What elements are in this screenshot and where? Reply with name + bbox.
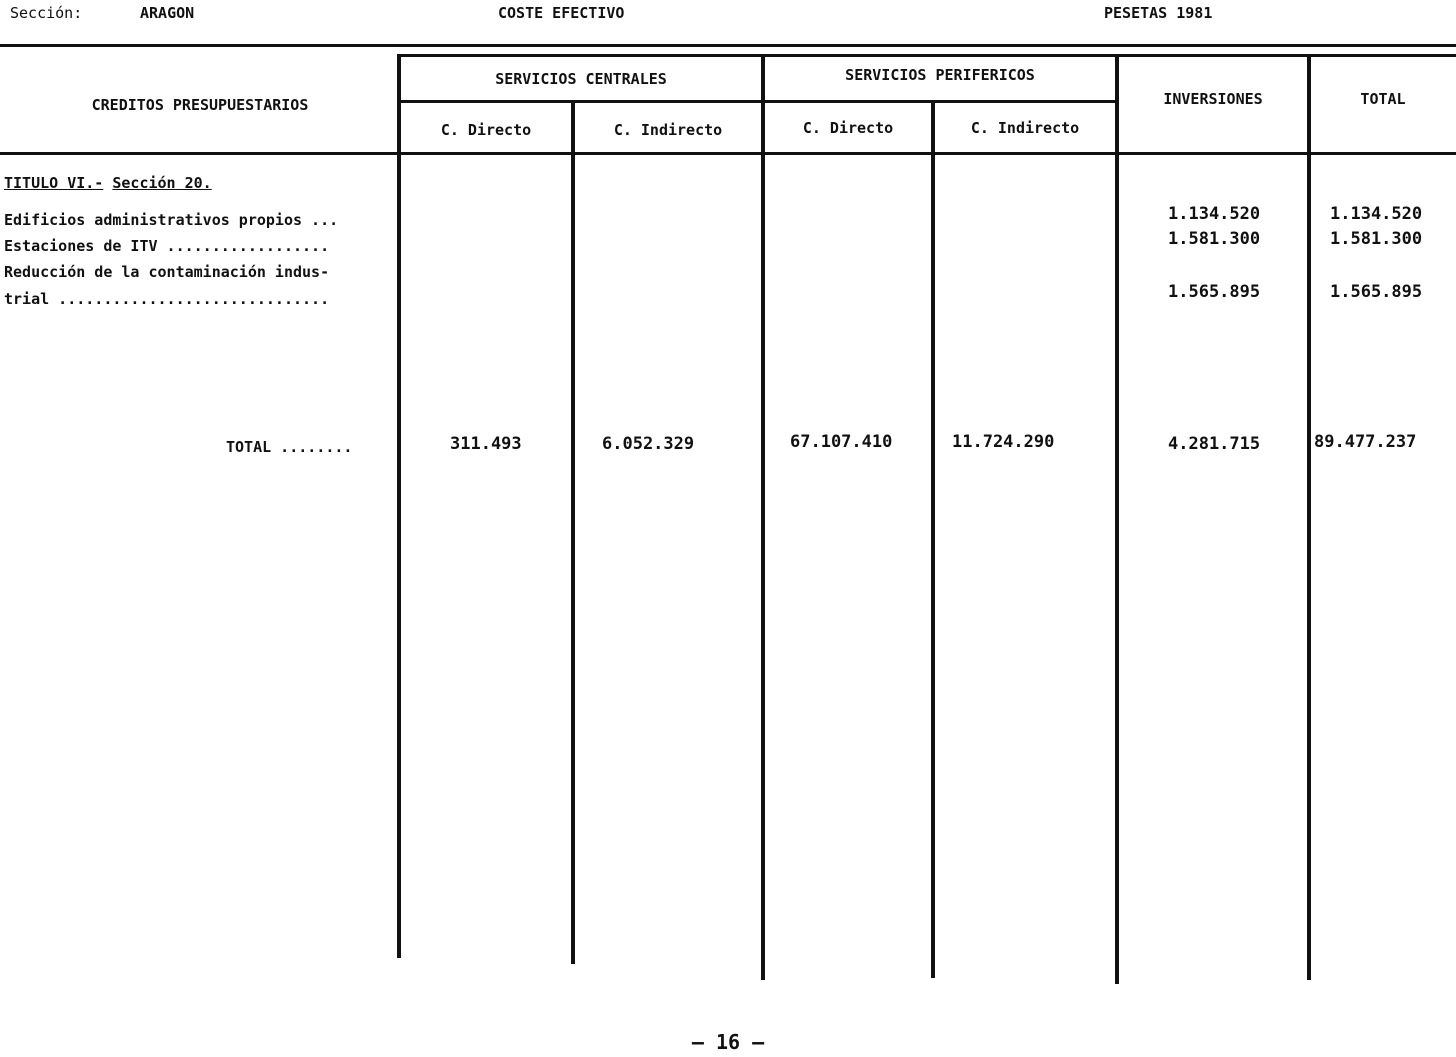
row-label-continuation: trial .............................. [4, 290, 330, 308]
section-title: TITULO VI.- [4, 174, 104, 192]
sub-header-c-indirecto: C. Indirecto [970, 119, 1080, 137]
row-inversiones: 1.134.520 [1168, 204, 1261, 224]
sub-header-c-indirecto: C. Indirecto [613, 121, 723, 139]
total-total: 89.477.237 [1314, 432, 1417, 452]
col-header-inversiones: INVERSIONES [1163, 90, 1263, 108]
row-total: 1.565.895 [1330, 282, 1423, 302]
row-inversiones: 1.581.300 [1168, 229, 1261, 249]
column-divider [761, 54, 765, 980]
currency-label: PESETAS 1981 [1104, 4, 1213, 22]
total-inversiones: 4.281.715 [1168, 434, 1261, 454]
group-header-perifericos: SERVICIOS PERIFERICOS [845, 66, 1035, 84]
group-divider-rule [400, 100, 1116, 103]
row-label: Estaciones de ITV .................. [4, 237, 330, 255]
total-c-indirecto-perifericos: 11.724.290 [952, 432, 1055, 452]
row-total: 1.581.300 [1330, 229, 1423, 249]
total-c-directo-centrales: 311.493 [450, 434, 522, 454]
total-label: TOTAL ........ [226, 438, 353, 456]
sub-header-c-directo: C. Directo [440, 121, 532, 139]
header-top-rule [400, 54, 1456, 57]
row-label: Reducción de la contaminación indus- [4, 263, 330, 281]
section-number: Sección 20. [112, 174, 212, 192]
total-c-directo-perifericos: 67.107.410 [790, 432, 893, 452]
sub-header-c-directo: C. Directo [802, 119, 894, 137]
col-header-total: TOTAL [1360, 90, 1406, 108]
column-divider [397, 54, 401, 958]
column-divider [1115, 54, 1119, 984]
row-label: Edificios administrativos propios ... [4, 211, 339, 229]
header-bottom-rule [0, 152, 1456, 155]
column-divider [571, 102, 575, 964]
row-total: 1.134.520 [1330, 204, 1423, 224]
col-header-creditos: CREDITOS PRESUPUESTARIOS [91, 96, 309, 114]
section-heading [4, 174, 212, 192]
document-title: COSTE EFECTIVO [498, 4, 625, 22]
seccion-label: Sección: [10, 4, 83, 22]
column-divider [1307, 54, 1311, 980]
top-rule [0, 44, 1456, 47]
total-c-indirecto-centrales: 6.052.329 [602, 434, 695, 454]
page-number: — 16 — [691, 1030, 765, 1054]
row-inversiones: 1.565.895 [1168, 282, 1261, 302]
column-divider [931, 102, 935, 978]
group-header-centrales: SERVICIOS CENTRALES [495, 70, 667, 88]
seccion-value: ARAGON [140, 4, 195, 22]
